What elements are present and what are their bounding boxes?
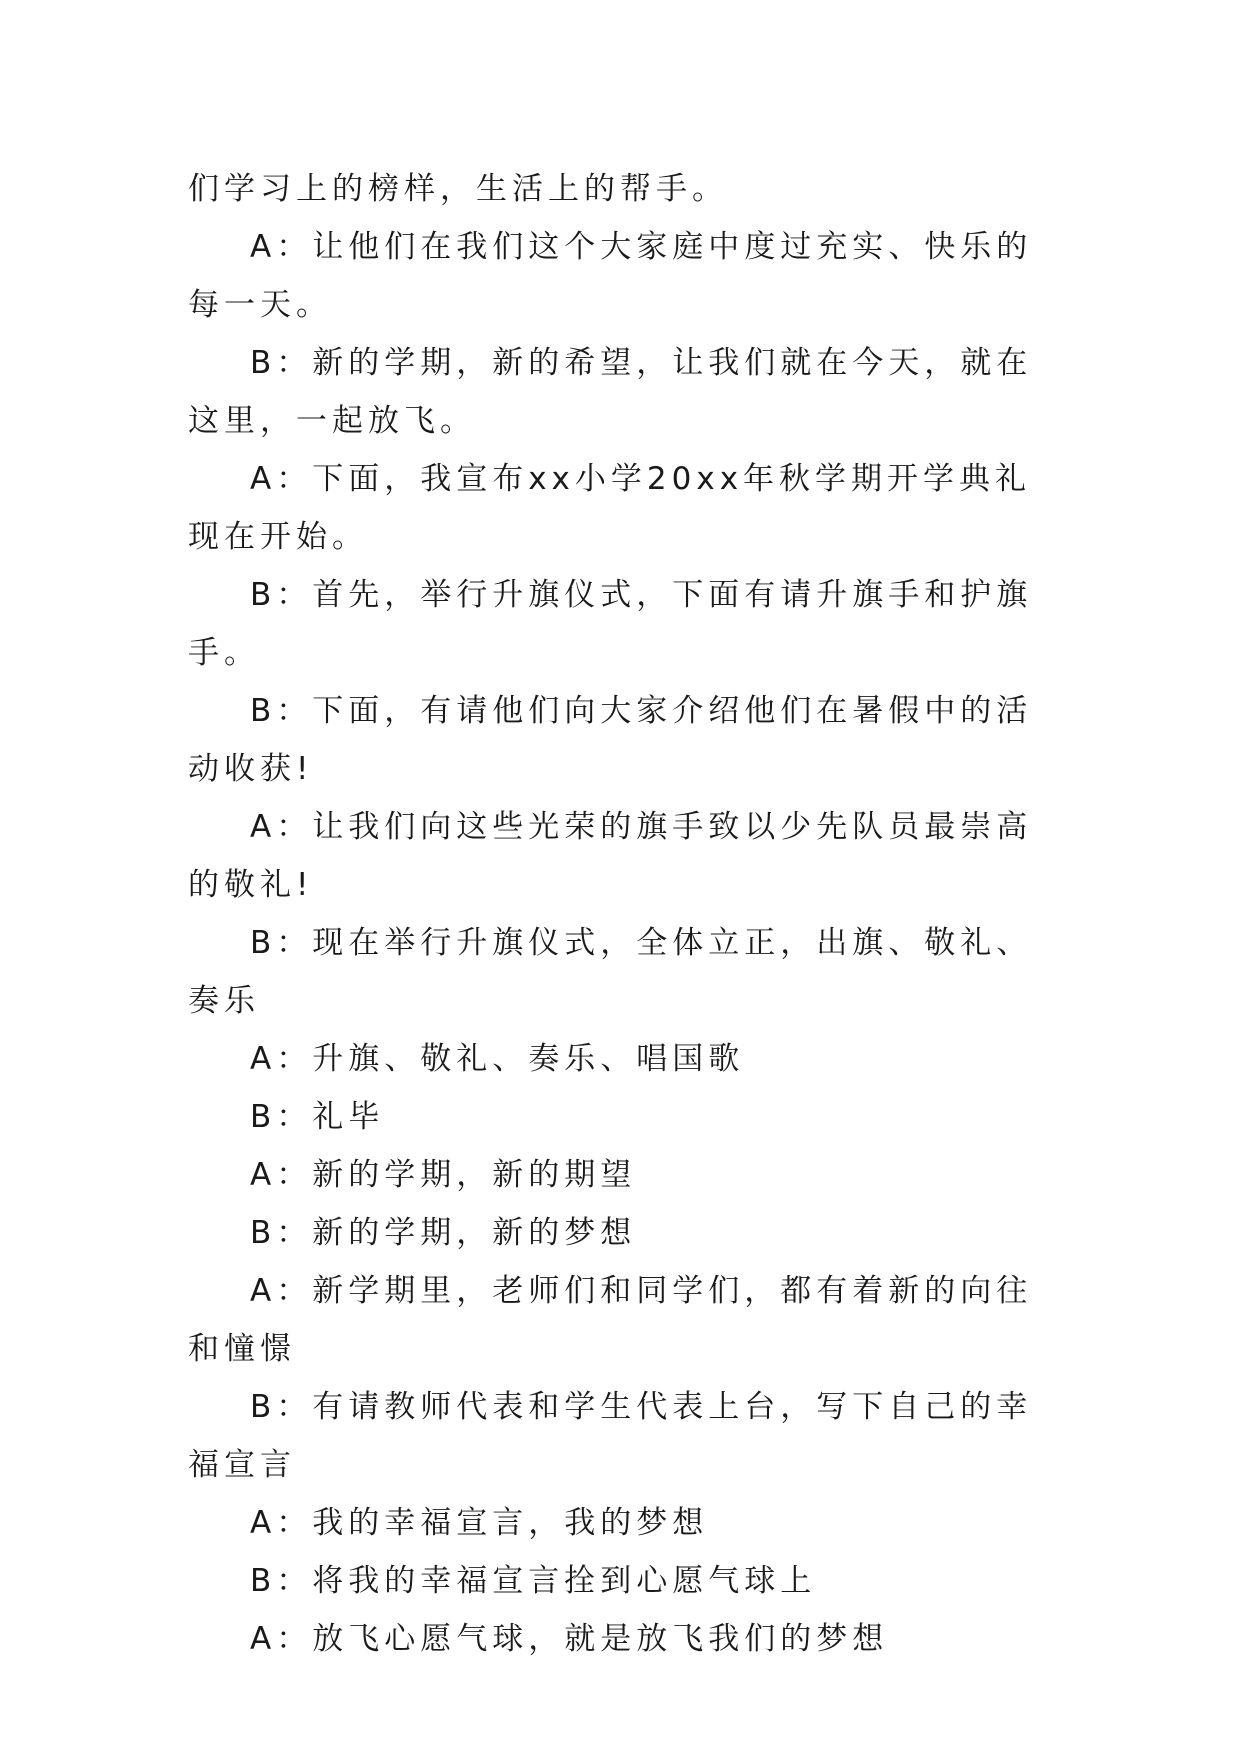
paragraph-a: A：放飞心愿气球，就是放飞我们的梦想 <box>250 1621 889 1657</box>
paragraph-a: A：新学期里，老师们和同学们，都有着新的向往和憧憬 <box>188 1273 1033 1367</box>
paragraph-b: B：现在举行升旗仪式，全体立正，出旗、敬礼、奏乐 <box>188 925 1033 1019</box>
paragraph-b: B：下面，有请他们向大家介绍他们在暑假中的活动收获! <box>188 693 1033 787</box>
paragraph-a: A：让我们向这些光荣的旗手致以少先队员最崇高的敬礼! <box>188 809 1033 903</box>
paragraph-a: A：让他们在我们这个大家庭中度过充实、快乐的每一天。 <box>188 229 1033 323</box>
paragraph-a: A：新的学期，新的期望 <box>250 1157 637 1193</box>
paragraph-a: A：下面，我宣布xx小学20xx年秋学期开学典礼现在开始。 <box>188 461 1032 555</box>
paragraph-a: A：升旗、敬礼、奏乐、唱国歌 <box>250 1041 745 1077</box>
paragraph-b: B：礼毕 <box>250 1099 385 1135</box>
paragraph-b: B：有请教师代表和学生代表上台，写下自己的幸福宣言 <box>188 1389 1033 1483</box>
paragraph-b: B：将我的幸福宣言拴到心愿气球上 <box>250 1563 817 1599</box>
document-body <box>188 160 1063 1668</box>
paragraph-b: B：首先，举行升旗仪式，下面有请升旗手和护旗手。 <box>188 577 1033 671</box>
paragraph-continuation: 们学习上的榜样，生活上的帮手。 <box>188 171 728 207</box>
paragraph-a: A：我的幸福宣言，我的梦想 <box>250 1505 709 1541</box>
paragraph-b: B：新的学期，新的希望，让我们就在今天，就在这里，一起放飞。 <box>188 345 1033 439</box>
paragraph-b: B：新的学期，新的梦想 <box>250 1215 637 1251</box>
